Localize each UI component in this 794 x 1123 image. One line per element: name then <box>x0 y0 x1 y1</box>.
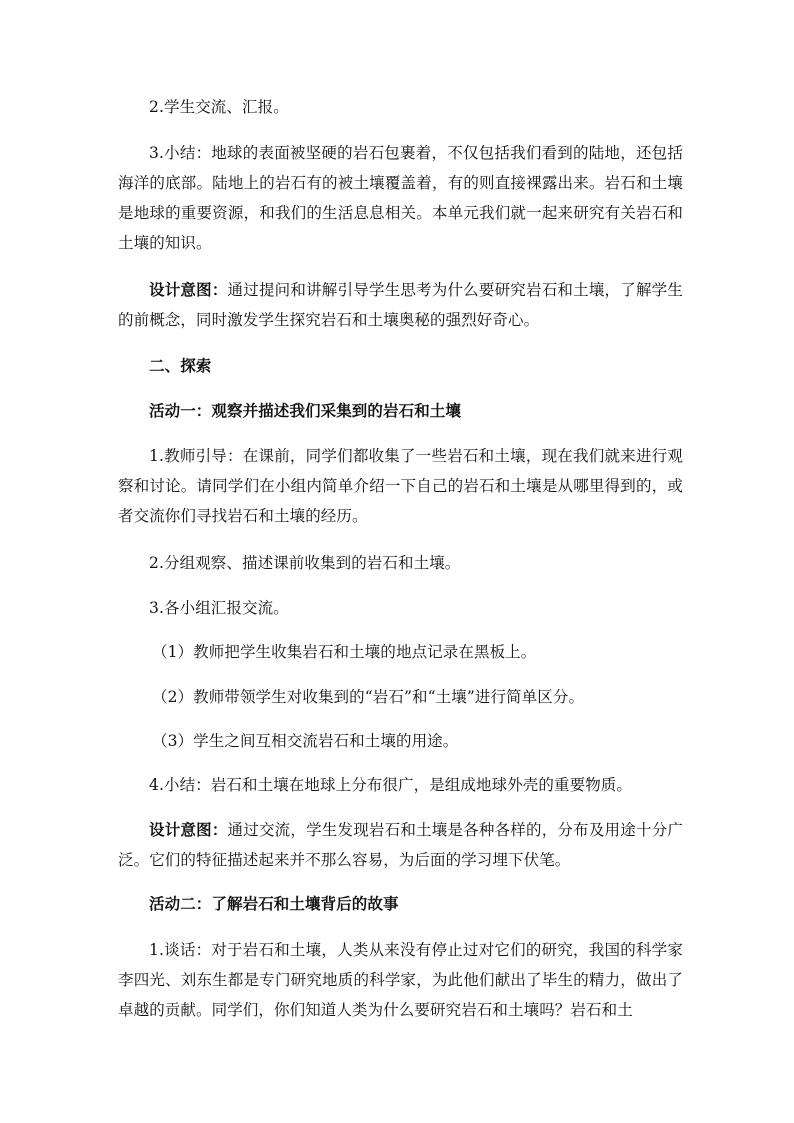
list-item-2 <box>152 682 683 712</box>
paragraph-text: 3.各小组汇报交流。 <box>149 599 289 617</box>
paragraph-text: 3.小结：地球的表面被坚硬的岩石包裹着，不仅包括我们看到的陆地，还包括海洋的底部。陆地上的岩石有的被土壤覆盖着，有的则直接裸露出来。岩石和土壤是地球的重要资源，和我们的生活息息相关。本单元我们就一起来研究有关岩石和土壤的知识。 <box>118 144 683 252</box>
design-intent-text: 通过交流，学生发现岩石和土壤是各种各样的，分布及用途十分广泛。它们的特征描述起来并不那么容易，为后面的学习埋下伏笔。 <box>118 821 683 869</box>
paragraph-text: 2.学生交流、汇报。 <box>149 98 289 116</box>
list-item-text: （1）教师把学生收集岩石和土壤的地点记录在黑板上。 <box>152 643 537 661</box>
paragraph-group-report <box>118 593 683 623</box>
activity-heading-1 <box>118 396 683 426</box>
list-item-1 <box>152 637 683 667</box>
paragraph-text: 1.谈话：对于岩石和土壤，人类从来没有停止过对它们的研究，我国的科学家李四光、刘东生都是专门研究地质的科学家，为此他们献出了毕生的精力，做出了卓越的贡献。同学们，你们知道人类为什么要研究岩石和土壤吗？岩石和土 <box>118 941 683 1019</box>
paragraph-text: 4.小结：岩石和土壤在地球上分布很广，是组成地球外壳的重要物质。 <box>149 776 632 794</box>
heading-text: 活动一：观察并描述我们采集到的岩石和土壤 <box>149 401 462 420</box>
heading-text: 二、探索 <box>149 356 212 375</box>
activity-heading-2 <box>118 889 683 919</box>
design-intent-2 <box>118 815 683 875</box>
design-intent-text: 通过提问和讲解引导学生思考为什么要研究岩石和土壤，了解学生的前概念，同时激发学生探究岩石和土壤奥秘的强烈好奇心。 <box>118 281 683 329</box>
design-intent-1 <box>118 275 683 335</box>
paragraph-step-2 <box>118 92 683 122</box>
paragraph-group-observe <box>118 548 683 578</box>
design-intent-label: 设计意图： <box>149 280 228 299</box>
list-item-text: （3）学生之间互相交流岩石和土壤的用途。 <box>152 732 459 750</box>
paragraph-text: 2.分组观察、描述课前收集到的岩石和土壤。 <box>149 554 461 572</box>
heading-text: 活动二：了解岩石和土壤背后的故事 <box>149 894 399 913</box>
paragraph-talk <box>118 935 683 1025</box>
design-intent-label: 设计意图： <box>149 820 228 839</box>
paragraph-teacher-guide <box>118 441 683 531</box>
list-item-3 <box>152 726 683 756</box>
section-heading-explore <box>118 351 683 381</box>
list-item-text: （2）教师带领学生对收集到的“岩石”和“土壤”进行简单区分。 <box>152 688 585 706</box>
paragraph-text: 1.教师引导：在课前，同学们都收集了一些岩石和土壤，现在我们就来进行观察和讨论。请同学们在小组内简单介绍一下自己的岩石和土壤是从哪里得到的，或者交流你们寻找岩石和土壤的经历。 <box>118 447 683 525</box>
paragraph-summary <box>118 138 683 258</box>
paragraph-summary-2 <box>118 770 683 800</box>
